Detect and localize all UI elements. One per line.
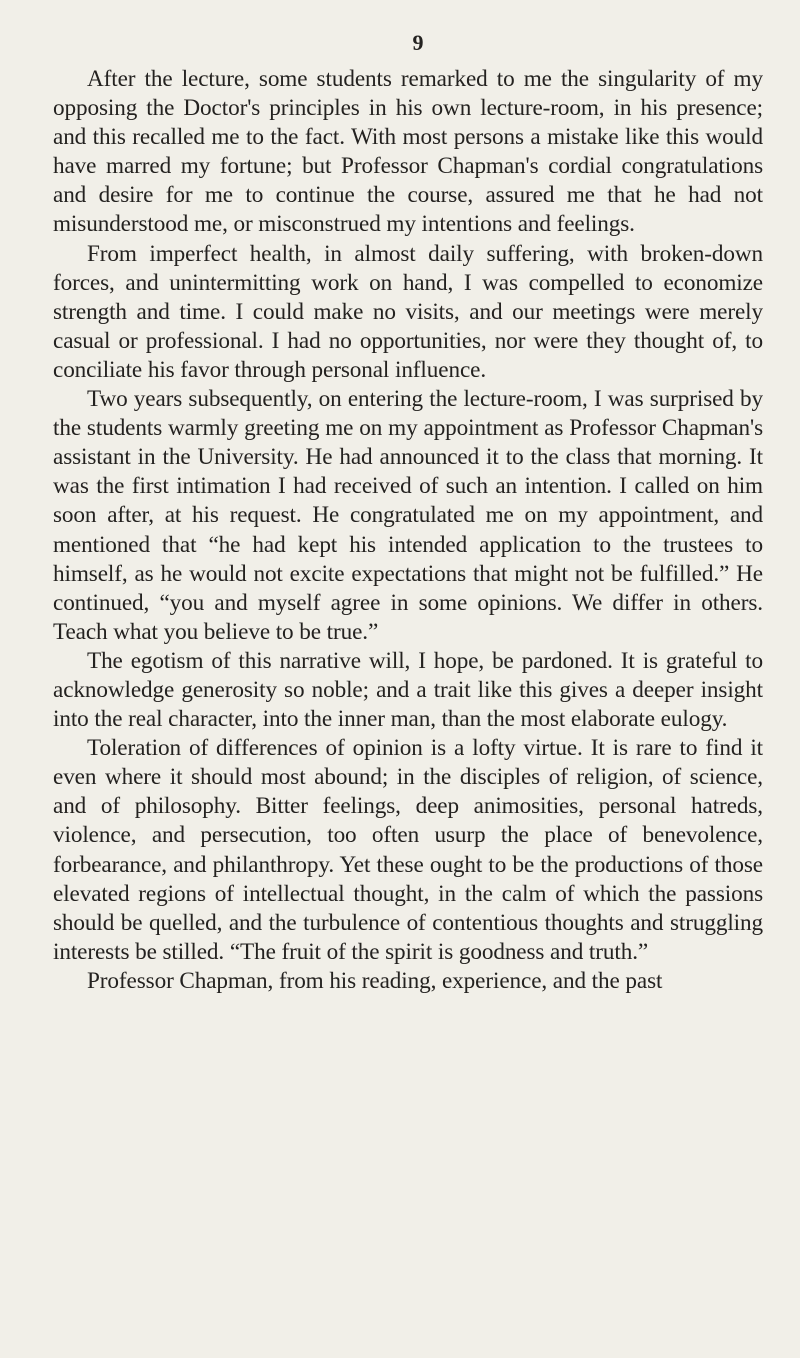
page-number: 9 (412, 30, 424, 55)
paragraph-professor-chapman: Professor Chapman, from his reading, experience, and the past (87, 967, 663, 994)
paragraph-toleration: Toleration of differences of opinion is a lofty virtue. It is rare to find it even where it should most abound; in the disciples of religion, of science, and of philosophy. Bitter feelings, deep animosities, personal hatreds, violence, and persecution, too often usurp the place of benevolence, forbearance, and philanthropy. Yet these ought to be the productions of those elevated regions of intellectual thought, in the calm of which the passions should be quelled, and the turbulence of contentious thoughts and struggling interests be stilled. “The fruit of the spirit is goodness and truth.” (53, 735, 763, 965)
paragraph-imperfect-health: From imperfect health, in almost daily suffering, with broken-down forces, and unintermitting work on hand, I was compelled to economize strength and time. I could make no visits, and our meetings were merely casual or professional. I had no opportunities, nor were they thought of, to conciliate his favor through personal influence. (53, 240, 763, 383)
paragraph-after-the-lecture: After the lecture, some students remarked to me the singularity of my opposing the Doctor's principles in his own lecture-room, in his presence; and this recalled me to the fact. With most persons a mistake like this would have marred my fortune; but Professor Chapman's cordial congratulations and desire for me to continue the course, assured me that he had not misunderstood me, or misconstrued my intentions and feelings. (53, 66, 763, 238)
paragraph-two-years-subsequently: Two years subsequently, on entering the lecture-room, I was surprised by the students warmly greeting me on my appointment as Professor Chapman's assistant in the University. He had announced it to the class that morning. It was the first intimation I had received of such an intention. I called on him soon after, at his request. He congratulated me on my appointment, and mentioned that “he had kept his intended application to the trustees to himself, as he would not excite expectations that might not be fulfilled.” He continued, “you and myself agree in some opinions. We differ in others. Teach what you believe to be true.” (53, 386, 763, 645)
body-text (53, 65, 763, 996)
paragraph-egotism: The egotism of this narrative will, I hope, be pardoned. It is grateful to acknowledge generosity so noble; and a trait like this gives a deeper insight into the real character, into the inner man, than the most elaborate eulogy. (53, 647, 763, 733)
